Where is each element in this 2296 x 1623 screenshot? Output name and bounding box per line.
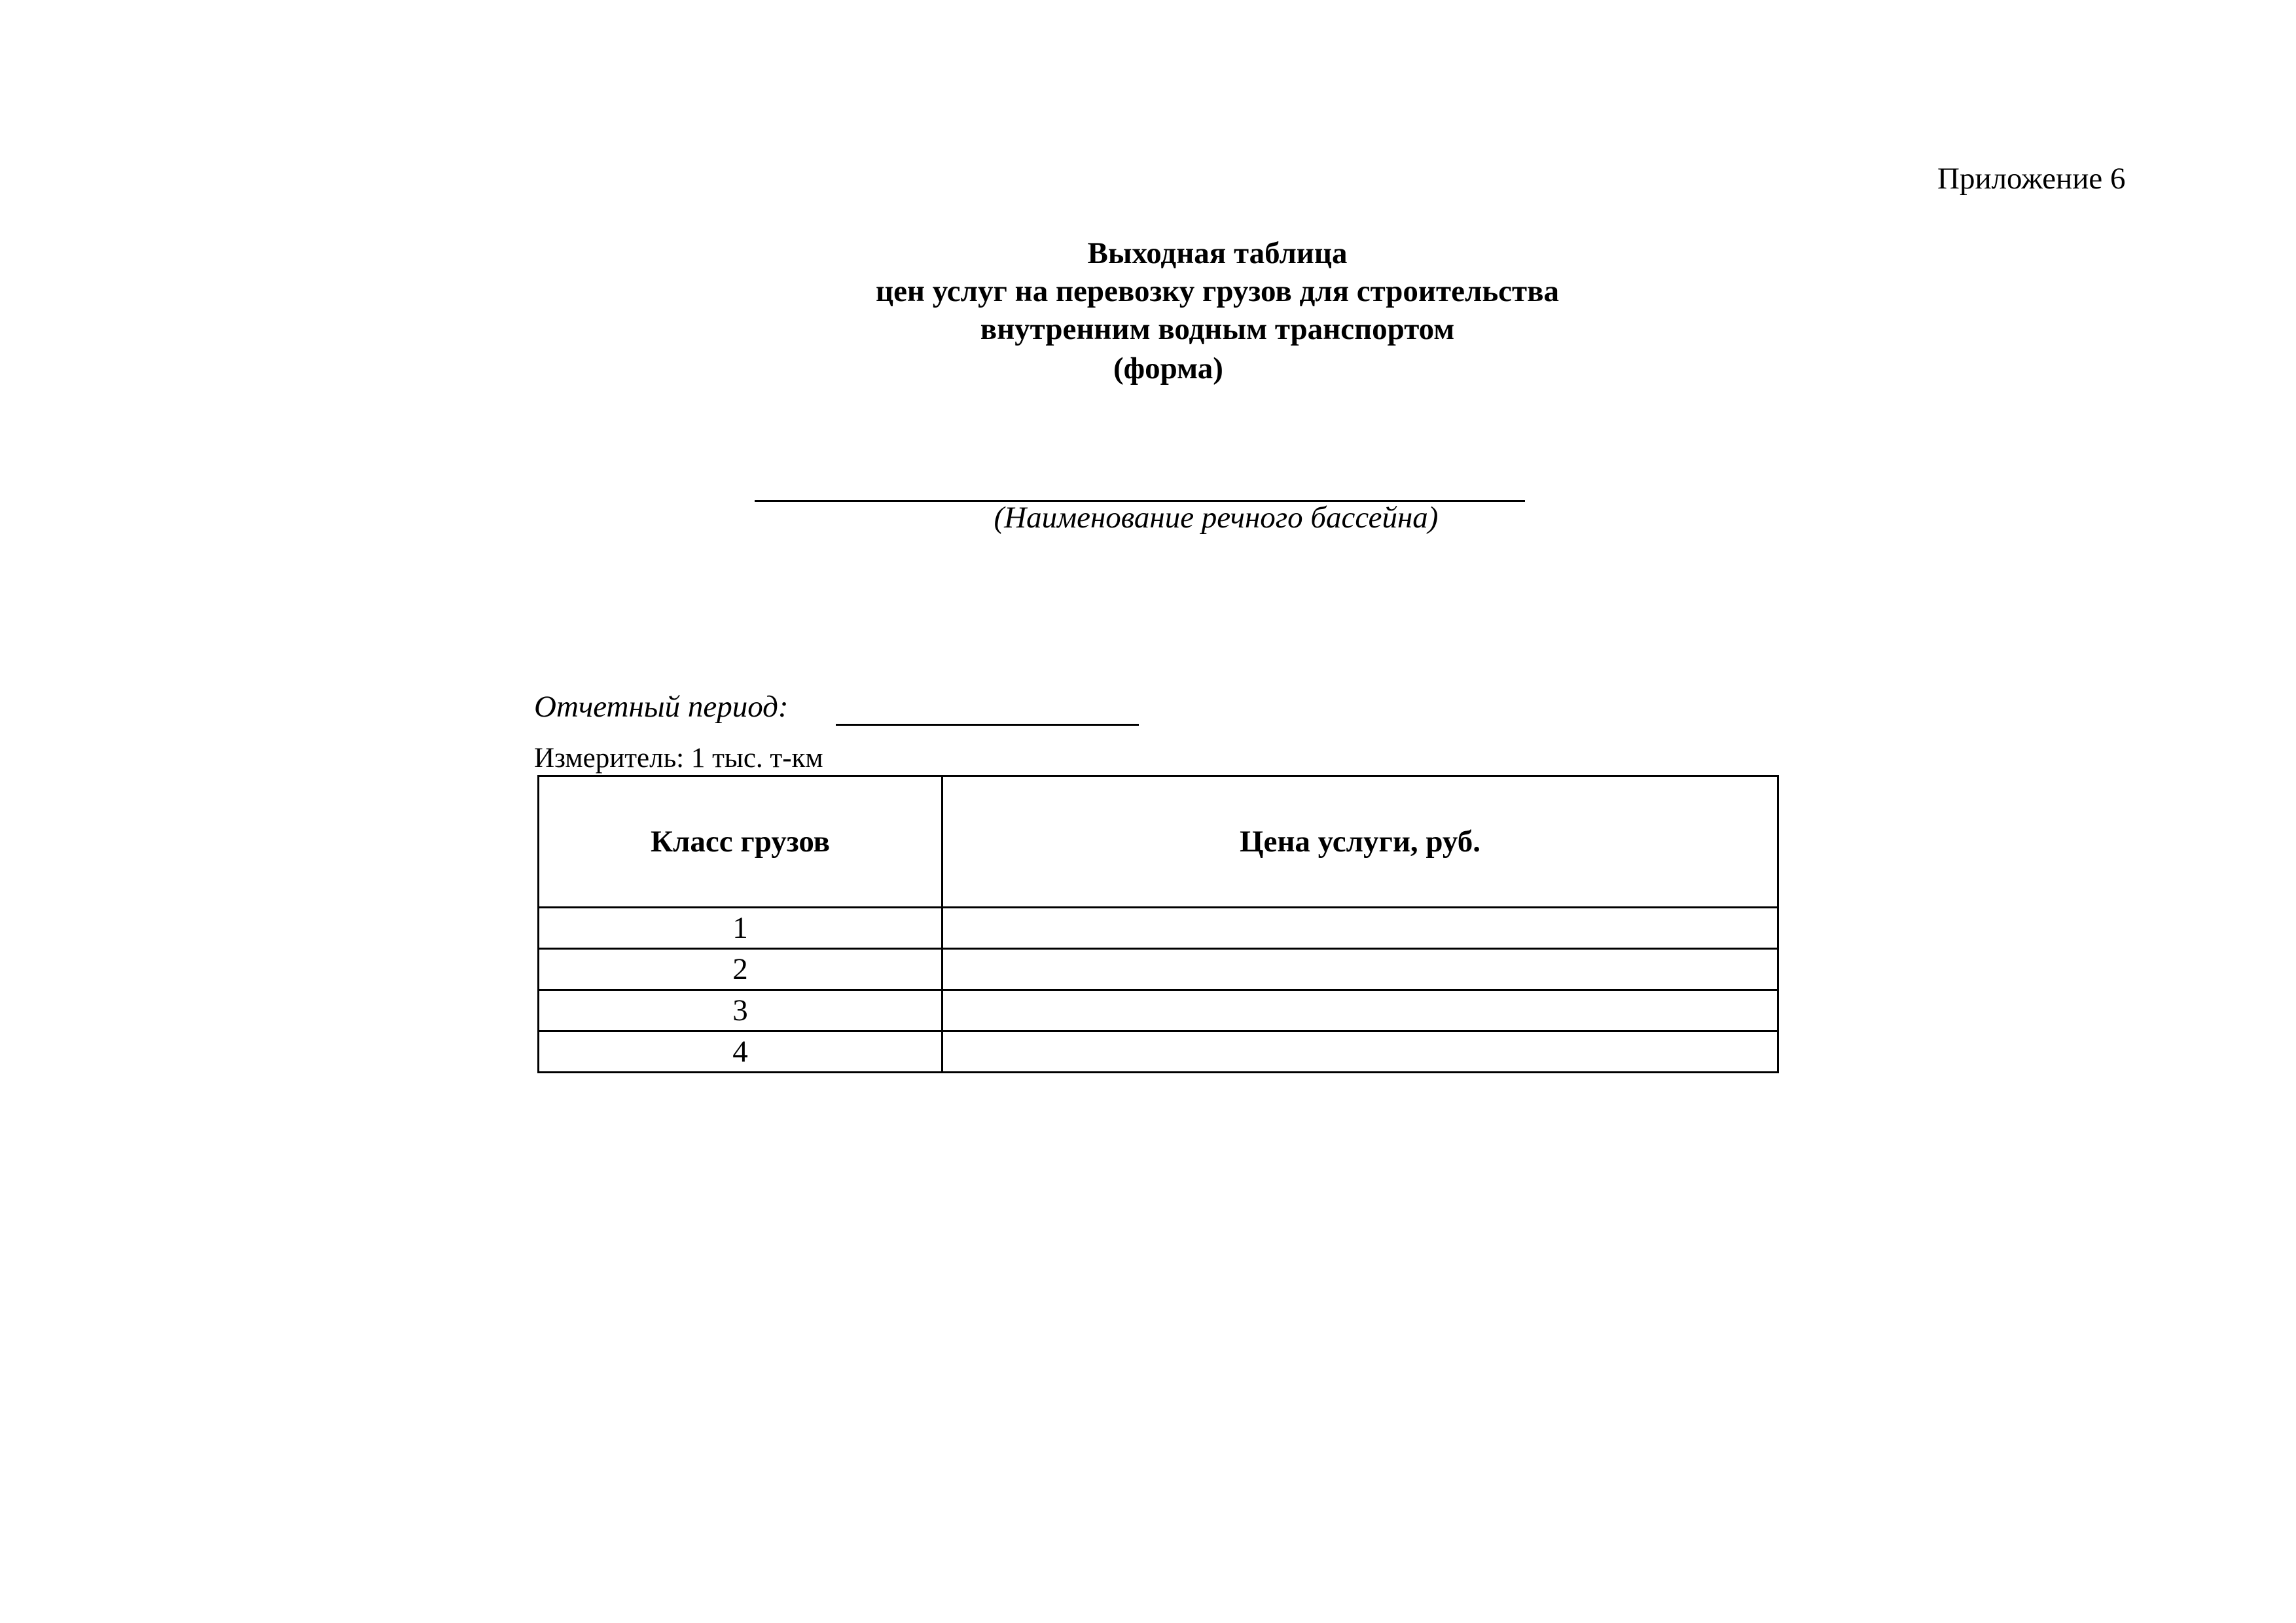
basin-caption: (Наименование речного бассейна): [994, 501, 1439, 535]
cargo-class-cell: 2: [539, 949, 942, 990]
title-line-2: цен услуг на перевозку грузов для строительства: [875, 274, 1560, 308]
appendix-label: Приложение 6: [1937, 162, 2126, 196]
table-row: [539, 908, 1778, 949]
price-table: [537, 775, 1779, 1073]
table-row: [539, 949, 1778, 990]
price-cell[interactable]: [942, 908, 1778, 949]
measure-unit: Измеритель: 1 тыс. т-км: [534, 743, 823, 774]
reporting-period-label: Отчетный период:: [534, 690, 789, 724]
header-service-price: Цена услуги, руб.: [942, 776, 1778, 908]
title-line-3: внутренним водным транспортом: [980, 312, 1455, 346]
table-row: [539, 1031, 1778, 1073]
price-cell[interactable]: [942, 1031, 1778, 1073]
cargo-class-cell: 1: [539, 908, 942, 949]
table-header-row: [539, 776, 1778, 908]
price-cell[interactable]: [942, 990, 1778, 1031]
cargo-class-cell: 3: [539, 990, 942, 1031]
title-line-form: (форма): [1113, 351, 1223, 385]
table-row: [539, 990, 1778, 1031]
header-cargo-class: Класс грузов: [539, 776, 942, 908]
cargo-class-cell: 4: [539, 1031, 942, 1073]
document-title: [759, 234, 1676, 348]
title-line-1: Выходная таблица: [1087, 236, 1348, 270]
reporting-period-field[interactable]: [836, 724, 1139, 726]
price-cell[interactable]: [942, 949, 1778, 990]
